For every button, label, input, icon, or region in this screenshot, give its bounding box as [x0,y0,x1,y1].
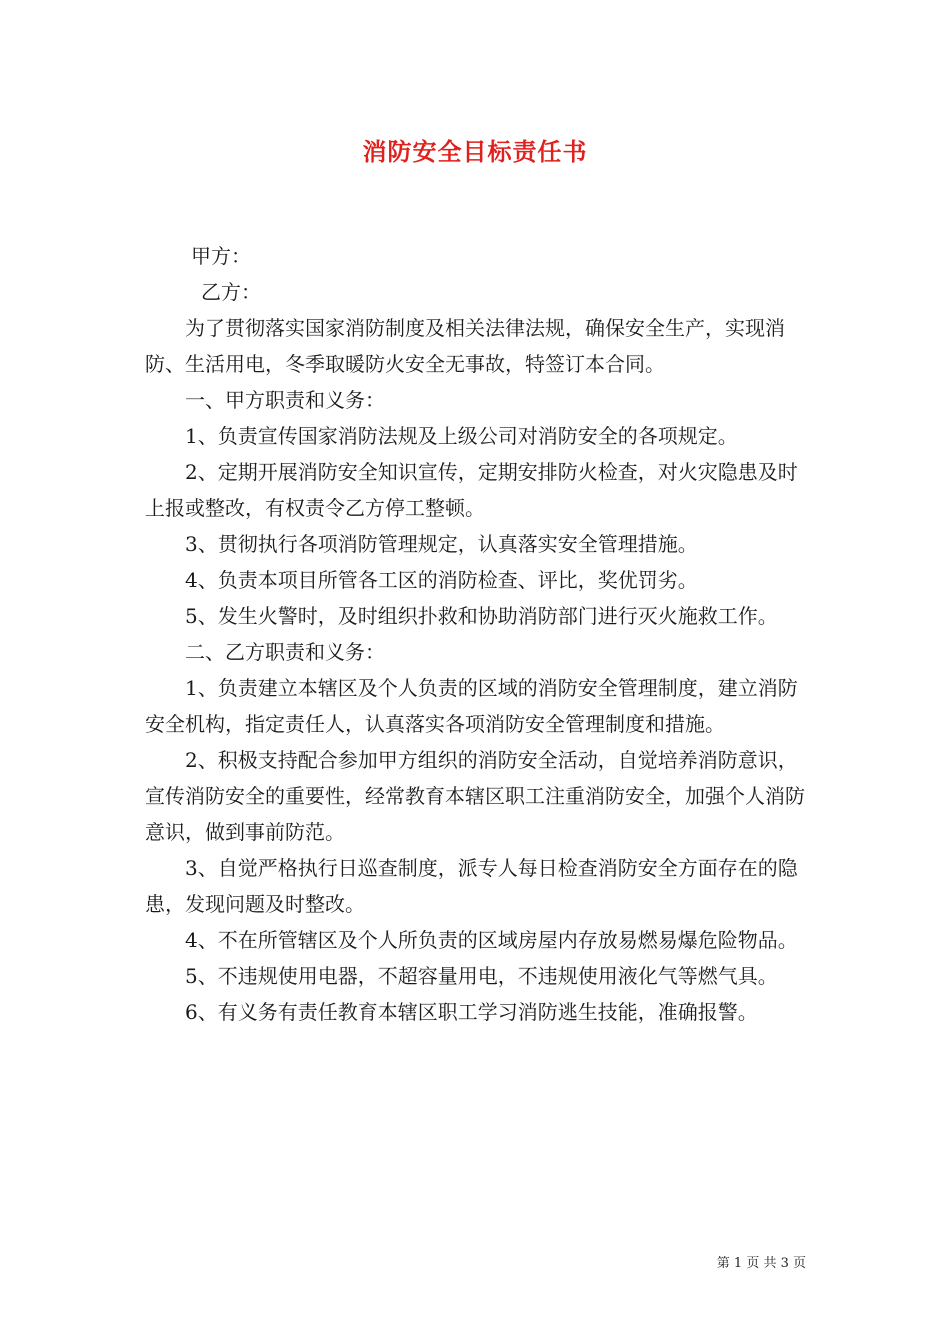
section-heading-party-a: 一、甲方职责和义务： [185,388,385,412]
party-b-duty-4: 4、不在所管辖区及个人所负责的区域房屋内存放易燃易爆危险物品。 [185,928,798,952]
party-b-duty-6: 6、有义务有责任教育本辖区职工学习消防逃生技能，准确报警。 [185,1000,758,1024]
party-b-label: 乙方： [201,280,261,304]
party-a-duty-2: 2、定期开展消防安全知识宣传，定期安排防火检查，对火灾隐患及时上报或整改，有权责令乙方停工整顿。 [145,460,798,520]
party-a-duty-3: 3、贯彻执行各项消防管理规定，认真落实安全管理措施。 [185,532,698,556]
intro-paragraph: 为了贯彻落实国家消防制度及相关法律法规，确保安全生产，实现消防、生活用电，冬季取暖防火安全无事故，特签订本合同。 [145,316,785,376]
page-indicator: 第 1 页 共 3 页 [716,1256,806,1271]
party-a-duty-4: 4、负责本项目所管各工区的消防检查、评比，奖优罚劣。 [185,568,698,592]
party-a-duty-1: 1、负责宣传国家消防法规及上级公司对消防安全的各项规定。 [185,424,738,448]
party-a-label: 甲方： [191,244,251,268]
party-b-duty-2: 2、积极支持配合参加甲方组织的消防安全活动，自觉培养消防意识，宣传消防安全的重要性，经常教育本辖区职工注重消防安全，加强个人消防意识，做到事前防范。 [145,748,805,844]
party-b-duty-3: 3、自觉严格执行日巡查制度，派专人每日检查消防安全方面存在的隐患，发现问题及时整改。 [145,856,798,916]
party-b-duty-1: 1、负责建立本辖区及个人负责的区域的消防安全管理制度，建立消防安全机构，指定责任人，认真落实各项消防安全管理制度和措施。 [145,676,798,736]
section-heading-party-b: 二、乙方职责和义务： [185,640,385,664]
party-a-duty-5: 5、发生火警时，及时组织扑救和协助消防部门进行灭火施救工作。 [185,604,778,628]
document-title: 消防安全目标责任书 [362,137,588,166]
document-body [145,238,810,1030]
party-b-duty-5: 5、不违规使用电器，不超容量用电，不违规使用液化气等燃气具。 [185,964,778,988]
